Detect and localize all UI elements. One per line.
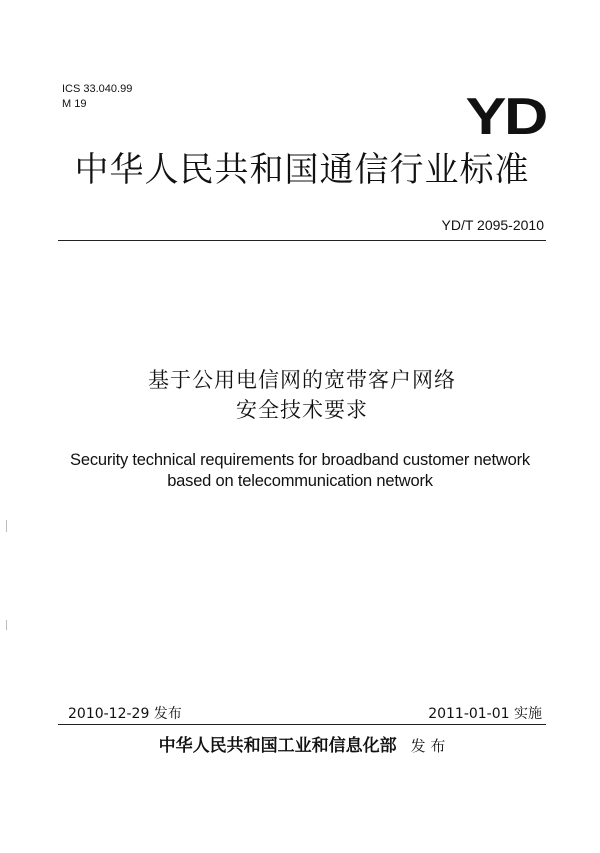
document-title-chinese — [56, 365, 548, 425]
ics-code: ICS 33.040.99 — [62, 83, 133, 95]
yd-logo: YD — [465, 88, 546, 146]
title-en-line-1: Security technical requirements for broadband customer network — [70, 451, 530, 469]
scan-edge-mark — [6, 520, 7, 532]
issuing-authority — [56, 734, 548, 758]
implementation-date: 2011-01-01 实施 — [428, 706, 542, 722]
issue-date: 2010-12-29 发布 — [68, 706, 182, 722]
standard-category-title: 中华人民共和国通信行业标准 — [74, 150, 530, 190]
scan-edge-mark — [6, 620, 7, 630]
ccs-code: M 19 — [62, 98, 87, 110]
top-divider — [58, 240, 546, 241]
issuer-action: 发 布 — [410, 737, 446, 755]
standard-number: YD/T 2095-2010 — [441, 217, 544, 233]
title-cn-line-1: 基于公用电信网的宽带客户网络 — [148, 368, 456, 392]
document-title-english — [40, 450, 560, 492]
title-en-line-2: based on telecommunication network — [167, 472, 433, 490]
issuer-name: 中华人民共和国工业和信息化部 — [158, 736, 397, 756]
title-cn-line-2: 安全技术要求 — [236, 398, 368, 422]
bottom-divider — [58, 724, 546, 725]
